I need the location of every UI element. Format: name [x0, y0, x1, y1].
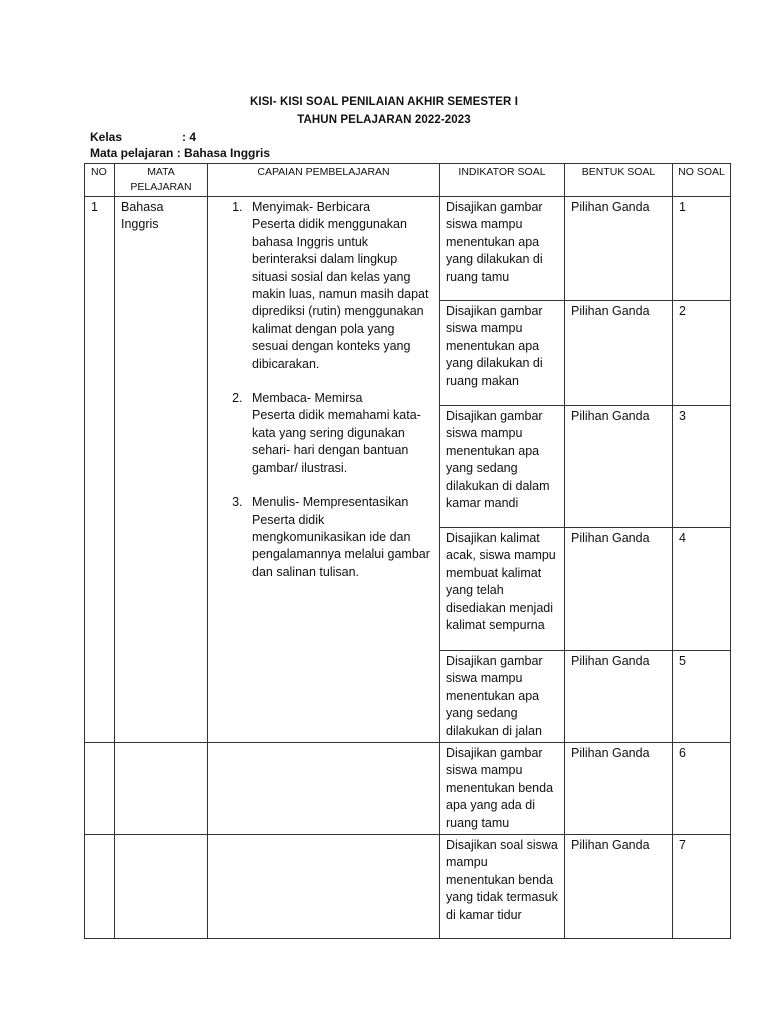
kelas-value: : 4	[182, 130, 197, 144]
cell-no-soal: 1	[673, 197, 731, 301]
cell-no-soal: 5	[673, 651, 731, 743]
cell-no-soal: 6	[673, 743, 731, 835]
table-header-row	[85, 164, 731, 197]
cell-bentuk-soal: Pilihan Ganda	[565, 651, 673, 743]
document-title-line2: TAHUN PELAJARAN 2022-2023	[297, 114, 471, 126]
document-title-line1: KISI- KISI SOAL PENILAIAN AKHIR SEMESTER I	[249, 96, 519, 108]
header-no: NO	[85, 164, 115, 197]
capaian-body: Peserta didik mengkomunikasikan ide dan pengalamannya melalui gambar dan salinan tulisan.	[252, 512, 430, 579]
cell-no-empty	[85, 835, 115, 939]
cell-capaian-empty	[208, 743, 440, 835]
cell-mata-pelajaran: Bahasa Inggris	[115, 197, 208, 743]
kelas-line	[90, 130, 196, 144]
cell-indikator: Disajikan gambar siswa mampu menentukan apa yang sedang dilakukan di jalan	[440, 651, 565, 743]
cell-bentuk-soal: Pilihan Ganda	[565, 406, 673, 528]
kelas-label: Kelas	[90, 130, 123, 144]
cell-no-soal: 2	[673, 301, 731, 406]
cell-capaian	[208, 197, 440, 743]
header-indikator: INDIKATOR SOAL	[440, 164, 565, 197]
cell-bentuk-soal: Pilihan Ganda	[565, 743, 673, 835]
cell-mata-pelajaran-empty	[115, 743, 208, 835]
table-row	[85, 835, 731, 939]
capaian-title: 1. Menyimak- Berbicara	[252, 200, 371, 214]
cell-no-soal: 3	[673, 406, 731, 528]
cell-no-soal: 7	[673, 835, 731, 939]
capaian-body: Peserta didik menggunakan bahasa Inggris untuk berinteraksi dalam lingkup situasi sosial dan kelas yang makin luas, namun masih dapat diprediksi (rutin) menggunakan kalimat dengan pola yang sesuai dengan konteks yang dibicarakan.	[252, 217, 429, 371]
cell-capaian-empty	[208, 835, 440, 939]
header-mata-pelajaran: MATA PELAJARAN	[115, 164, 208, 197]
header-capaian: CAPAIAN PEMBELAJARAN	[208, 164, 440, 197]
cell-indikator: Disajikan gambar siswa mampu menentukan benda apa yang ada di ruang tamu	[440, 743, 565, 835]
cell-no: 1	[85, 197, 115, 743]
capaian-title: 2. Membaca- Memirsa	[252, 391, 363, 406]
cell-bentuk-soal: Pilihan Ganda	[565, 528, 673, 651]
table-row	[85, 197, 731, 301]
cell-indikator: Disajikan soal siswa mampu menentukan benda yang tidak termasuk di kamar tidur	[440, 835, 565, 939]
header-bentuk-soal: BENTUK SOAL	[565, 164, 673, 197]
capaian-list	[208, 199, 431, 581]
cell-no-soal: 4	[673, 528, 731, 651]
header-no-soal: NO SOAL	[673, 164, 731, 197]
cell-bentuk-soal: Pilihan Ganda	[565, 197, 673, 301]
kisi-kisi-table	[84, 163, 731, 939]
mata-pelajaran-line: Mata pelajaran : Bahasa Inggris	[90, 146, 271, 160]
cell-indikator: Disajikan gambar siswa mampu menentukan apa yang dilakukan di ruang tamu	[440, 197, 565, 301]
cell-no-empty	[85, 743, 115, 835]
table-row	[85, 743, 731, 835]
cell-bentuk-soal: Pilihan Ganda	[565, 835, 673, 939]
cell-bentuk-soal: Pilihan Ganda	[565, 301, 673, 406]
cell-mata-pelajaran-empty	[115, 835, 208, 939]
cell-indikator: Disajikan kalimat acak, siswa mampu membuat kalimat yang telah disediakan menjadi kalimat sempurna	[440, 528, 565, 651]
capaian-item	[246, 390, 431, 477]
capaian-title: 3. Menulis- Mempresentasikan	[252, 495, 409, 510]
cell-indikator: Disajikan gambar siswa mampu menentukan apa yang dilakukan di ruang makan	[440, 301, 565, 406]
cell-indikator: Disajikan gambar siswa mampu menentukan apa yang sedang dilakukan di dalam kamar mandi	[440, 406, 565, 528]
capaian-item	[246, 494, 431, 581]
capaian-item	[246, 199, 431, 373]
capaian-body: Peserta didik memahami kata-kata yang sering digunakan sehari- hari dengan bantuan gambar/ ilustrasi.	[252, 408, 421, 475]
